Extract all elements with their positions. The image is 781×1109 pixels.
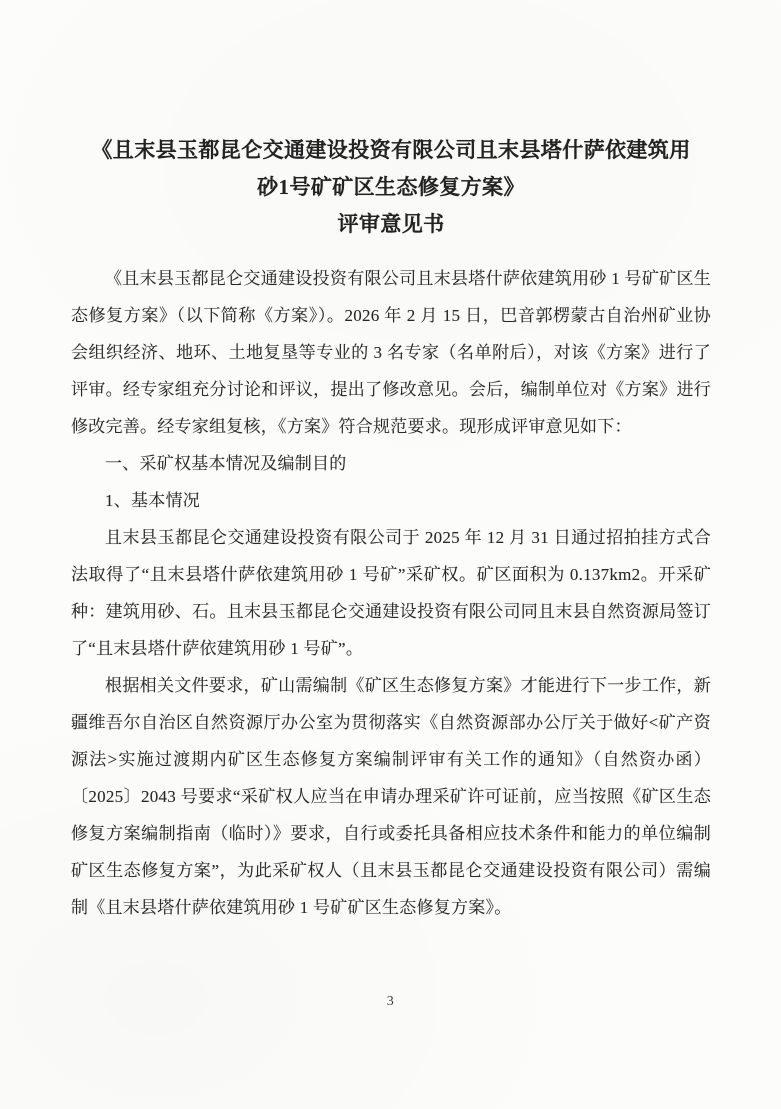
section-heading-mining-rights: 一、采矿权基本情况及编制目的: [105, 454, 347, 473]
document-title: [71, 132, 711, 243]
paragraph-document-requirements: 根据相关文件要求，矿山需编制《矿区生态修复方案》才能进行下一步工作，新疆维吾尔自治区自然资源厅办公室为贯彻落实《自然资源部办公厅关于做好<矿产资源法>实施过渡期内矿区生态修复方案编制评审有关工作的通知》（自然资办函）〔2025〕2043 号要求“采矿权人应当在申请办理采矿许可证前，应当按照《矿区生态修复方案编制指南（临时）》要求，自行或委托具备相应技术条件和能力的单位编制矿区生态修复方案”，为此采矿权人（且末县玉都昆仑交通建设投资有限公司）需编制《且末县塔什萨依建筑用砂 1 号矿矿区生态修复方案》。: [71, 676, 711, 917]
subsection-heading-basic-info: 1、基本情况: [105, 491, 200, 510]
page-number: 3: [386, 994, 395, 1009]
document-body: [71, 260, 711, 926]
paragraph-basic-info: 且末县玉都昆仑交通建设投资有限公司于 2025 年 12 月 31 日通过招拍挂方式合法取得了“且末县塔什萨依建筑用砂 1 号矿”采矿权。矿区面积为 0.137km2。开采矿种：建筑用砂、石。且末县玉都昆仑交通建设投资有限公司同且末县自然资源局签订了“且末县塔什萨依建筑用砂 1 号矿”。: [71, 528, 711, 658]
title-line-3: 评审意见书: [337, 212, 445, 236]
paragraph-review-intro: 《且末县玉都昆仑交通建设投资有限公司且末县塔什萨依建筑用砂 1 号矿矿区生态修复方案》（以下简称《方案》）。2026 年 2 月 15 日，巴音郭楞蒙古自治州矿业协会组织经济、地环、土地复垦等专业的 3 名专家（名单附后），对该《方案》进行了评审。经专家组充分讨论和评议，提出了修改意见。会后，编制单位对《方案》进行修改完善。经专家组复核，《方案》符合规范要求。现形成评审意见如下：: [71, 269, 711, 436]
title-line-1: 《且末县玉都昆仑交通建设投资有限公司且末县塔什萨依建筑用: [91, 138, 691, 162]
title-line-2: 砂1号矿矿区生态修复方案》: [257, 175, 525, 199]
